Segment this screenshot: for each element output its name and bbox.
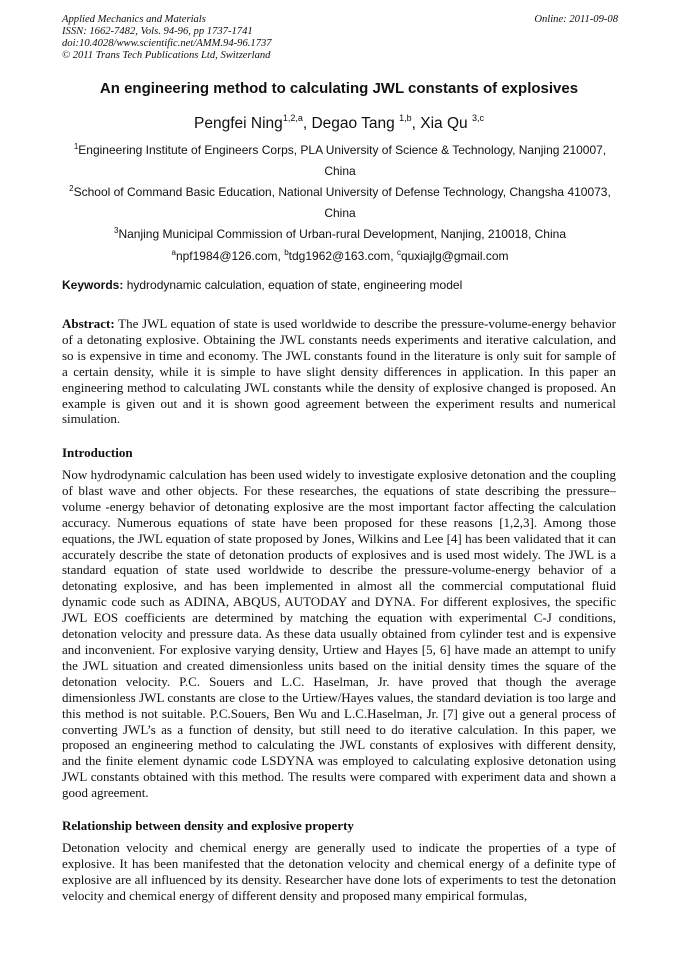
email-list [62,242,618,267]
email-address: npf1984@126.com, [175,249,285,263]
abstract-text: The JWL equation of state is used worldwide to describe the pressure-volume-energy behavior of a detonating explosive. Obtaining the JWL constants needs experiments and iterative calculation, and so is expensive in time and economy. The JWL constants found in the literature is only suit for sample of a certain density, while it is simple to have slight density differences in application. In this paper an engineering method to calculating JWL constants while the density of explosive changed is proposed. An example is given out and it is shown good agreement between the experiment results and numerical simulation. [62,316,616,427]
author-name: Degao Tang [311,115,400,132]
email-address: quxiajlg@gmail.com [400,249,509,263]
affiliation-marker: 1 [73,142,79,151]
introduction-heading: Introduction [62,445,133,460]
keywords [62,278,618,292]
paper-title: An engineering method to calculating JWL constants of explosives [99,80,579,97]
doi-line: doi:10.4028/www.scientific.net/AMM.94-96.1737 [62,38,272,49]
keywords-label: Keywords: [62,278,124,292]
keywords-text: hydrodynamic calculation, equation of state, engineering model [123,278,463,292]
affiliation-text: School of Command Basic Education, National University of Defense Technology, Changsha 410073, China [73,185,611,220]
section-text: Detonation velocity and chemical energy are generally used to indicate the properties of a type of explosive. It has been manifested that the detonation velocity and chemical energy of a definite type of explosive are all influenced by its density. Researcher have done lots of experiments to test the detonation velocity and chemical energy of different density and proposed many empirical formulas, [62,840,616,903]
online-date: Online: 2011-09-08 [534,14,618,25]
journal-name: Applied Mechanics and Materials [62,14,206,25]
abstract-label: Abstract: [62,316,115,331]
section-heading: Relationship between density and explosive property [62,818,354,833]
affiliation-text: Engineering Institute of Engineers Corps, PLA University of Science & Technology, Nanjing 210007, China [78,143,607,178]
affiliation-marker: 2 [69,184,74,193]
introduction-text: Now hydrodynamic calculation has been used widely to investigate explosive detonation and the coupling of blast wave and other objects. For these researches, the equations of state describing the pressure–volume -energy behavior of detonating explosive are the most important factor affecting the calculation accuracy. Numerous equations of state have been proposed for these reasons [1,2,3]. Among those equations, the JWL equation of state proposed by Jones, Wilkins and Lee [4] has been validated that it can accurately describe the state of detonation products of explosives and is used most widely. The JWL is a standard equation of state used worldwide to describe the pressure-volume-energy behavior of a detonating explosive, and has been implemented in almost all the commercial computational fluid dynamic code such as ADINA, ABQUS, AUTODAY and DYNA. For different explosives, the specific JWL EOS coefficients are determined by matching the equation with experimental C-J conditions, detonation velocity and pressure data. As these data usually obtained from cylinder test and is expensive and inconvenient. For explosive varying density, Urtiew and Hayes [5, 6] have made an attempt to unify the JWL situation and created dimensionless units based on the initial density times the square of the detonation velocity. P.C. Souers and L.C. Haselman, Jr. have proved that though the average dimensionless JWL constants are close to the Urtiew/Hayes values, the standard deviation is too large and this method is not suitable. P.C.Souers, Ben Wu and L.C.Haselman, Jr. [7] give out a general process of converting JWL’s as a function of density, but still need to do iterative calculation. In this paper, we proposed an engineering method to calculating the JWL constants of explosives with different density, and the finite element dynamic code LSDYNA was employed to calculating explosive detonation using JWL constants obtained with this method. The results were compared with experiment data and shown a good agreement. [62,467,616,801]
copyright-line: © 2011 Trans Tech Publications Ltd, Switzerland [62,50,271,61]
email-marker: b [284,248,289,257]
author-separator: , [411,115,421,132]
email-marker: c [396,248,401,257]
affiliation-2 [62,178,618,224]
email-marker: a [171,248,176,257]
affiliation-1 [62,136,618,182]
author-list [0,113,678,133]
author-name: Pengfei Ning [194,115,283,132]
author-affil-marker: 3,c [471,113,484,123]
affiliation-marker: 3 [113,226,119,235]
abstract [62,316,616,427]
author-separator: , [302,115,312,132]
author-affil-marker: 1,2,a [282,113,303,123]
author-name: Xia Qu [420,115,472,132]
affiliation-text: Nanjing Municipal Commission of Urban-rural Development, Nanjing, 210018, China [118,227,566,241]
issn-line: ISSN: 1662-7482, Vols. 94-96, pp 1737-1741 [62,26,253,37]
author-affil-marker: 1,b [399,113,412,123]
journal-header [62,14,618,62]
email-address: tdg1962@163.com, [288,249,397,263]
